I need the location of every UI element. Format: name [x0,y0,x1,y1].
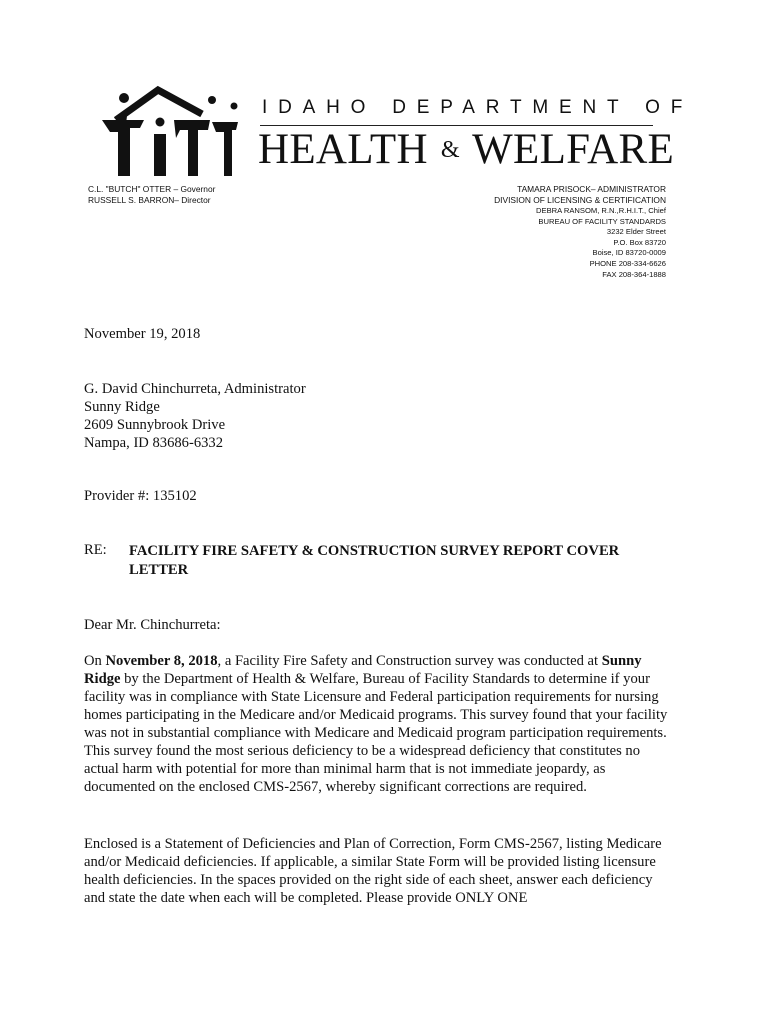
para1-text: , a Facility Fire Safety and Construction survey was conducted at [217,653,602,669]
bureau-contact-block [494,184,666,280]
para1-text: by the Department of Health & Welfare, Bureau of Facility Standards to determine if your facility was in compliance with State Licensure and Federal participation requirements for nursing homes participating in the Medicare and/or Medicaid programs. This survey found that your facility was not in substantial compliance with Medicare and Medicaid program participation requirements. This survey found the most serious deficiency to be a widespread deficiency that constitutes no actual harm with potential for more than minimal harm that is not immediate jeopardy, as documented on the enclosed CMS-2567, whereby significant corrections are required. [84,671,668,795]
contact-line: 3232 Elder Street [606,227,666,237]
para1-text: On [84,653,106,669]
contact-line: Boise, ID 83720-0009 [592,248,666,258]
survey-date: November 8, 2018 [105,653,218,669]
address-line: G. David Chinchurreta, Administrator [84,381,306,397]
dept-main-ampersand: & [440,137,460,163]
contact-line: P.O. Box 83720 [613,237,666,247]
dept-main-health: HEALTH [258,126,428,173]
address-line: Nampa, ID 83686-6332 [84,435,224,451]
facility-name: Sunny Ridge [84,653,642,687]
body-paragraph-1 [84,652,674,796]
recipient-address [84,380,306,452]
salutation: Dear Mr. Chinchurreta: [84,617,221,633]
contact-line: DIVISION OF LICENSING & CERTIFICATION [494,195,666,205]
director-line: RUSSELL S. BARRON– Director [88,195,211,205]
address-line: 2609 Sunnybrook Drive [84,417,226,433]
governor-director-block [88,184,215,206]
department-name-line: IDAHO DEPARTMENT OF [262,97,694,118]
contact-line: TAMARA PRISOCK– ADMINISTRATOR [517,184,666,194]
contact-line: FAX 208-364-1888 [602,269,666,279]
contact-line: DEBRA RANSOM, R.N.,R.H.I.T., Chief [536,206,666,215]
dept-main-welfare: WELFARE [472,126,675,173]
idhw-logo [100,78,240,178]
contact-line: BUREAU OF FACILITY STANDARDS [538,216,666,226]
contact-line: PHONE 208-334-6626 [589,258,666,268]
re-label: RE: [84,542,107,558]
address-line: Sunny Ridge [84,399,160,415]
provider-number: Provider #: 135102 [84,488,197,504]
letter-date: November 19, 2018 [84,326,201,342]
department-name-main [258,128,674,171]
re-subject: FACILITY FIRE SAFETY & CONSTRUCTION SURVEY REPORT COVER LETTER [129,543,620,578]
body-paragraph-2: Enclosed is a Statement of Deficiencies and Plan of Correction, Form CMS-2567, listing Medicare and/or Medicaid deficiencies. If applicable, a similar State Form will be provided listing licensure health deficiencies. In the spaces provided on the right side of each sheet, answer each deficiency and state the date when each will be completed. Please provide ONLY ONE [84,836,662,906]
governor-line: C.L. "BUTCH" OTTER – Governor [88,184,216,194]
